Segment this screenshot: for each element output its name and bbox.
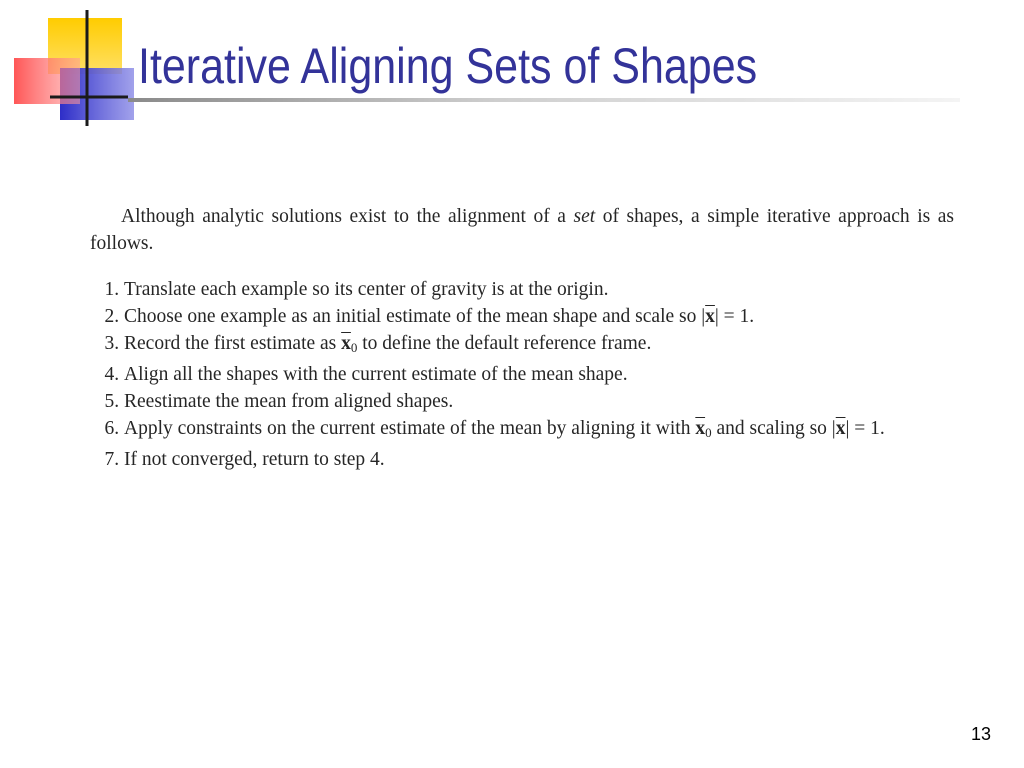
subscript: 0: [350, 340, 358, 355]
intro-emphasis: set: [573, 206, 596, 227]
intro-text-before: Although analytic solutions exist to the alignment of a: [121, 206, 574, 227]
step-number: 6.: [104, 418, 120, 439]
steps-list: [90, 276, 954, 473]
step-number: 4.: [104, 364, 120, 385]
step-number: 3.: [104, 333, 120, 354]
step-number: 2.: [104, 306, 120, 327]
slide-title: Iterative Aligning Sets of Shapes: [138, 38, 758, 94]
mean-shape-symbol: $\overline{x}$: [341, 333, 351, 354]
list-item: [90, 276, 954, 303]
corner-logo-icon: [0, 0, 140, 130]
step-text: Translate each example so its center of gravity is at the origin.: [124, 279, 609, 300]
slide-content: [90, 203, 954, 473]
step-text: Record the first estimate as $\overline{x}_0$ to define the default reference frame.: [124, 333, 652, 355]
mean-shape-symbol: $\overline{x}$: [835, 418, 846, 439]
list-item: [90, 330, 954, 361]
step-text: Apply constraints on the current estimate of the mean by aligning it with $\overline{x}_0$ and scaling so $|\overline{x}| = 1$.: [124, 418, 885, 440]
title-underline: [128, 98, 960, 102]
subscript: 0: [705, 425, 712, 440]
step-text: Choose one example as an initial estimate of the mean shape and scale so $|\overline{x}| = 1$.: [124, 306, 755, 327]
step-number: 5.: [104, 391, 120, 412]
page-number: 13: [970, 724, 991, 744]
mean-shape-symbol: $\overline{x}$: [705, 306, 715, 327]
list-item: [90, 388, 954, 415]
intro-text-after: of shapes, a simple iterative approach is as follows.: [90, 206, 954, 254]
list-item: [90, 446, 954, 473]
step-text: If not converged, return to step 4.: [124, 449, 385, 470]
step-text: Align all the shapes with the current estimate of the mean shape.: [124, 364, 628, 385]
list-item: [90, 415, 954, 446]
list-item: [90, 303, 954, 330]
mean-shape-symbol: $\overline{x}$: [695, 418, 706, 439]
step-number: 7.: [104, 449, 120, 470]
step-text: Reestimate the mean from aligned shapes.: [124, 391, 454, 412]
intro-paragraph: [90, 203, 954, 257]
step-number: 1.: [104, 279, 120, 300]
list-item: [90, 361, 954, 388]
